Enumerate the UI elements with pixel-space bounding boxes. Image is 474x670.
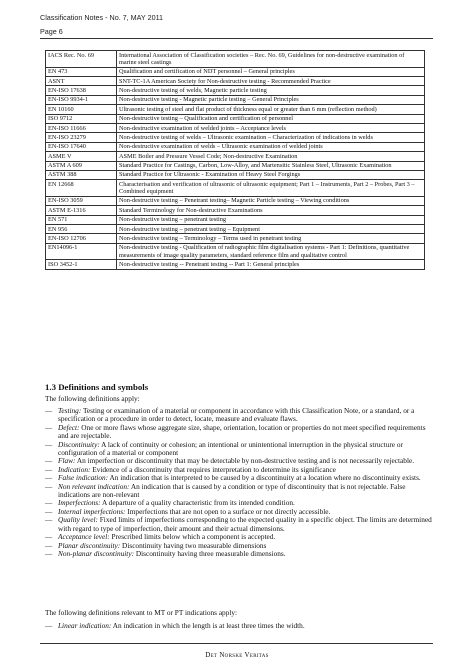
document-header-title: Classification Notes - No. 7, MAY 2011 — [40, 13, 164, 22]
definition-text: An imperfection or discontinuity that may be detectable by non-destructive testing and is not necessarily rejectable. — [75, 456, 415, 466]
list-dash: — — [45, 464, 53, 474]
table-row — [46, 105, 425, 114]
header-rule — [40, 38, 433, 39]
definition-term: Indication: — [58, 464, 91, 474]
standard-title-cell: Non-destructive testing -- Penetrant testing -- Part 1: General principles — [117, 260, 425, 269]
definition-text: An indication in which the length is at least three times the width. — [111, 621, 305, 630]
definitions-intro: The following definitions apply: — [45, 394, 140, 403]
standard-title-cell: Non-destructive testing – penetrant testing – Equipment — [117, 225, 425, 234]
table-row — [46, 196, 425, 205]
standard-code-cell: EN-ISO 11666 — [46, 123, 117, 132]
list-dash: — — [45, 439, 53, 449]
definition-item — [45, 550, 435, 558]
definition-term: Imperfections: — [58, 498, 101, 508]
table-row — [46, 67, 425, 76]
standard-title-cell: Non-destructive testing - Magnetic particle testing – General Principles — [117, 95, 425, 104]
standard-title-cell: Standard Practice for Ultrasonic - Examination of Heavy Steel Forgings — [117, 170, 425, 179]
standard-title-cell: Non-destructive testing – Terminology – Terms used in penetrant testing — [117, 234, 425, 243]
table-row — [46, 114, 425, 123]
standard-title-cell: Characterisation and verification of ultrasonic of ultrasonic equipment; Part 1 – Instruments, Part 2 – Probes, Part 3 – Combined equipment — [117, 180, 425, 197]
definition-item — [45, 424, 435, 441]
standard-code-cell: EN14096-1 — [46, 243, 117, 260]
table-row — [46, 142, 425, 151]
definition-item — [45, 516, 435, 533]
table-row — [46, 76, 425, 85]
table-row — [46, 243, 425, 260]
standard-code-cell: EN-ISO 17640 — [46, 142, 117, 151]
standard-code-cell: EN-ISO 12706 — [46, 234, 117, 243]
standard-code-cell: EN 10160 — [46, 105, 117, 114]
definition-term: Flaw: — [58, 456, 76, 466]
definition-text: One or more flaws whose aggregate size, shape, orientation, location or properties do not meet specified requirements and are rejectable. — [58, 422, 426, 441]
table-row — [46, 225, 425, 234]
table-row — [46, 234, 425, 243]
standards-table — [45, 50, 425, 270]
list-dash: — — [45, 515, 53, 525]
standard-code-cell: EN-ISO 23279 — [46, 133, 117, 142]
definition-text: Imperfections that are not open to a surface or not directly accessible. — [125, 506, 331, 516]
standard-code-cell: EN 571 — [46, 215, 117, 224]
standard-code-cell: IACS Rec. No. 69 — [46, 51, 117, 68]
definition-text: A lack of continuity or cohesion; an intentional or unintentional interruption in the physical structure or configuration of a material or component — [58, 439, 403, 458]
table-row — [46, 170, 425, 179]
table-row — [46, 51, 425, 68]
list-dash: — — [45, 548, 53, 558]
definition-term: Internal imperfections: — [58, 506, 126, 516]
definitions-list-mt-pt — [45, 622, 435, 630]
list-dash: — — [45, 422, 53, 432]
footer-publisher: Det Norske Veritas — [205, 651, 269, 659]
standard-title-cell: ASME Boiler and Pressure Vessel Code; Non-destructive Examination — [117, 152, 425, 161]
standard-title-cell: Standard Terminology for Non-destructive Examinations — [117, 206, 425, 215]
definition-term: Testing: — [58, 406, 82, 415]
definition-text: Fixed limits of imperfections corresponding to the expected quality in a specific object. The limits are determined with regard to type of imperfection, their amount and their actual dimensions. — [58, 515, 432, 533]
definition-term: False indication: — [58, 473, 109, 483]
standard-code-cell: ASME V — [46, 152, 117, 161]
list-dash: — — [45, 473, 53, 483]
definitions-list — [45, 407, 435, 558]
table-row — [46, 161, 425, 170]
definition-text: A departure of a quality characteristic from its intended condition. — [100, 498, 295, 508]
table-row — [46, 215, 425, 224]
list-dash: — — [45, 406, 53, 415]
standard-title-cell: Non-destructive testing – Qualification and certification of personnel — [117, 114, 425, 123]
list-dash: — — [45, 498, 53, 508]
definition-term: Acceptance level: — [58, 532, 110, 542]
standard-title-cell: SNT-TC-1A American Society for Non-destructive testing - Recommended Practice — [117, 76, 425, 85]
list-dash: — — [45, 506, 53, 516]
standard-title-cell: International Association of Classification societies – Rec. No. 69, Guidelines for non-destructive examination of marine steel castings — [117, 51, 425, 68]
list-dash: — — [45, 481, 53, 491]
standard-code-cell: ASTM 388 — [46, 170, 117, 179]
definition-term: Planar discontinuity: — [58, 540, 121, 550]
table-row — [46, 133, 425, 142]
standards-table-body — [46, 51, 425, 270]
standard-code-cell: ISO 3452-1 — [46, 260, 117, 269]
definition-item — [45, 483, 435, 500]
table-row — [46, 86, 425, 95]
definition-text: An indication that is interpreted to be caused by a discontinuity at a location where no discontinuity exists. — [108, 473, 421, 483]
section-heading: 1.3 Definitions and symbols — [45, 382, 149, 392]
standard-title-cell: Non-destructive examination of welds – Ultrasonic examination of welded joints — [117, 142, 425, 151]
list-dash: — — [45, 621, 53, 630]
standard-code-cell: EN 12668 — [46, 180, 117, 197]
table-row — [46, 206, 425, 215]
standard-title-cell: Qualification and certification of NDT personnel – General principles — [117, 67, 425, 76]
standard-title-cell: Non-destructive examination of welded joints – Acceptance levels — [117, 123, 425, 132]
standard-code-cell: EN-ISO 17638 — [46, 86, 117, 95]
table-row — [46, 180, 425, 197]
standard-code-cell: ISO 9712 — [46, 114, 117, 123]
definition-text: Discontinuity having two measurable dimensions — [120, 540, 267, 550]
standard-code-cell: EN-ISO 9934-1 — [46, 95, 117, 104]
standard-title-cell: Ultrasonic testing of steel and flat product of thickness equal or greater than 6 mm (reflection method) — [117, 105, 425, 114]
standard-code-cell: ASTM A 609 — [46, 161, 117, 170]
table-row — [46, 152, 425, 161]
standard-code-cell: ASNT — [46, 76, 117, 85]
definition-term: Non-planar discontinuity: — [58, 548, 135, 558]
standard-code-cell: EN 473 — [46, 67, 117, 76]
definition-term: Non relevant indication: — [58, 481, 130, 491]
list-dash: — — [45, 540, 53, 550]
standard-title-cell: Standard Practice for Castings, Carbon, Low-Alloy, and Martensitic Stainless Steel, Ultrasonic Examination — [117, 161, 425, 170]
definition-item — [45, 621, 435, 630]
standard-title-cell: Non-destructive testing – penetrant testing — [117, 215, 425, 224]
definition-item — [45, 441, 435, 458]
definition-text: Testing or examination of a material or component in accordance with this Classification Note, or a standard, or a specification or a procedure in order to detect, locate, measure and evaluate flaws. — [58, 406, 415, 424]
definition-term: Linear indication: — [58, 621, 112, 630]
list-dash: — — [45, 456, 53, 466]
definition-text: Evidence of a discontinuity that requires interpretation to determine its significance — [90, 464, 336, 474]
definition-term: Defect: — [58, 422, 80, 432]
definition-term: Quality level: — [58, 515, 98, 525]
standard-code-cell: EN 956 — [46, 225, 117, 234]
standard-code-cell: EN-ISO 3059 — [46, 196, 117, 205]
definitions-intro-mt-pt: The following definitions relevant to MT or PT indications apply: — [45, 608, 238, 617]
definition-term: Discontinuity: — [58, 439, 100, 449]
list-dash: — — [45, 532, 53, 542]
standard-title-cell: Non-destructive testing - Qualification of radiographic film digitalisation systems - Part 1: Definitions, quantitative measurements of image quality parameters, standard reference film and qualitative control — [117, 243, 425, 260]
definition-text: Discontinuity having three measurable dimensions. — [134, 548, 286, 558]
definition-text: An indication that is caused by a condition or type of discontinuity that is not rejectable. False indications are non-relevant — [58, 481, 406, 500]
table-row — [46, 95, 425, 104]
footer-rule — [40, 643, 433, 644]
table-row — [46, 260, 425, 269]
definition-item — [45, 407, 435, 424]
page-number: Page 6 — [40, 27, 63, 36]
standard-title-cell: Non-destructive testing – Penetrant testing– Magnetic Particle testing – Viewing conditions — [117, 196, 425, 205]
standard-code-cell: ASTM E-1316 — [46, 206, 117, 215]
definition-text: Prescribed limits below which a component is accepted. — [109, 532, 276, 542]
standard-title-cell: Non-destructive testing of welds – Ultrasonic examination – Characterization of indications in welds — [117, 133, 425, 142]
standard-title-cell: Non-destructive testing of welds, Magnetic particle testing — [117, 86, 425, 95]
table-row — [46, 123, 425, 132]
